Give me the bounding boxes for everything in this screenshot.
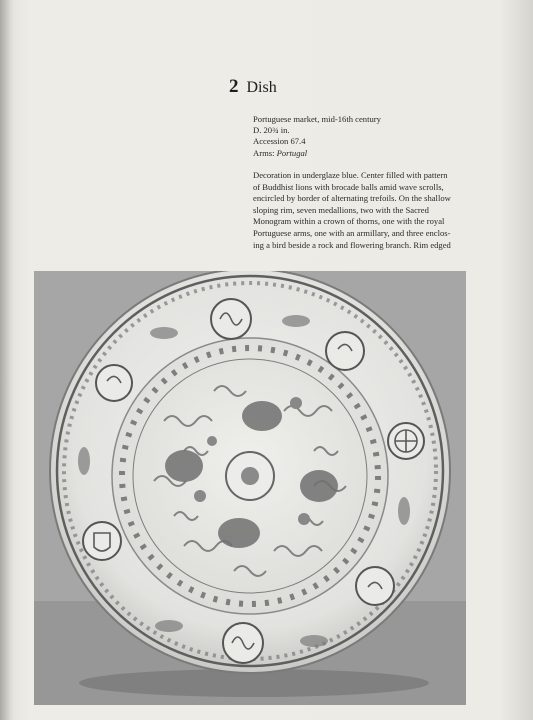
description-line: Monogram within a crown of thorns, one with the royal [253, 216, 445, 227]
description-line: sloping rim, seven medallions, two with the Sacred [253, 204, 429, 215]
catalog-number: 2 [229, 76, 239, 97]
diameter-line: D. 20¾ in. [253, 125, 290, 136]
description-paragraph [253, 170, 475, 251]
central-rosette [241, 467, 259, 485]
arms-line [253, 148, 483, 159]
object-metadata [253, 114, 483, 159]
description-line: Portuguese arms, one with an armillary, and three enclos- [253, 227, 451, 238]
arms-label: Arms: [253, 147, 275, 158]
description-line: of Buddhist lions with brocade balls amid wave scrolls, [253, 181, 444, 192]
description-line: encircled by border of alternating trefoils. On the shallow [253, 193, 451, 204]
spine-shadow [0, 0, 14, 720]
market-line: Portuguese market, mid-16th century [253, 114, 381, 124]
accession-line: Accession 67.4 [253, 136, 306, 147]
dish-photograph [34, 271, 466, 705]
catalog-title: Dish [246, 79, 277, 96]
arms-value: Portugal [276, 147, 308, 158]
description-line: Decoration in underglaze blue. Center filled with pattern [253, 170, 448, 180]
description-line: ing a bird beside a rock and flowering branch. Rim edged [253, 239, 451, 250]
catalog-heading [229, 76, 277, 98]
dish-illustration [34, 271, 466, 705]
